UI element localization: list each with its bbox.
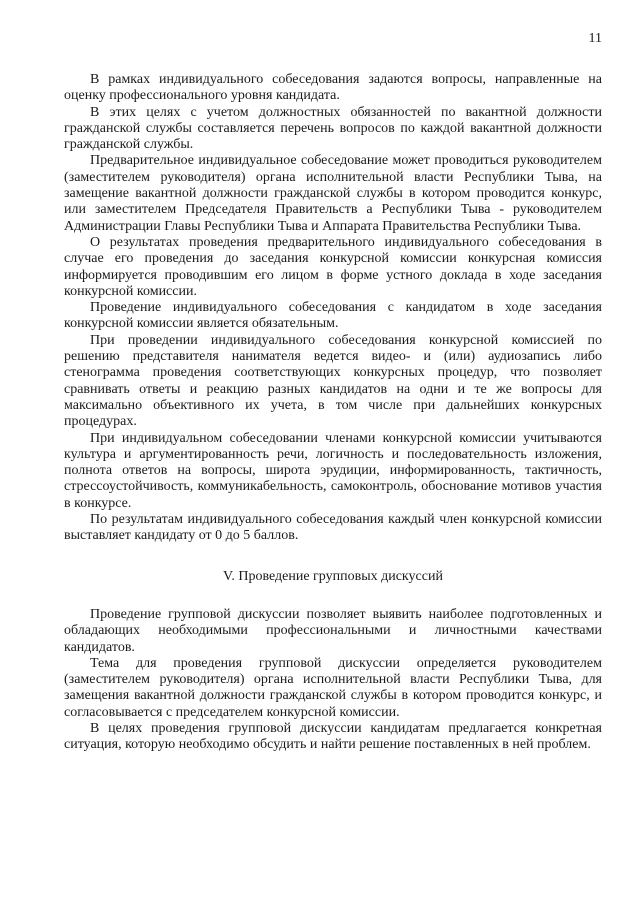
paragraph-9: Проведение групповой дискуссии позволяет выявить наиболее подготовленных и обладающих необходимыми профессиональными и личностными качествами кандидатов. (64, 606, 602, 655)
paragraph-11: В целях проведения групповой дискуссии кандидатам предлагается конкретная ситуация, которую необходимо обсудить и найти решение поставленных в ней проблем. (64, 720, 602, 753)
paragraph-5: Проведение индивидуального собеседования с кандидатом в ходе заседания конкурсной комиссии является обязательным. (64, 300, 602, 332)
paragraph-10: Тема для проведения групповой дискуссии определяется руководителем (заместителем руководителя) органа исполнительной власти Республики Тыва, для замещения вакантной должности гражданской службы в котором проводится конкурс, и согласовывается с председателем конкурсной комиссии. (64, 655, 602, 720)
page-number: 11 (588, 31, 602, 46)
section-heading: V. Проведение групповых дискуссий (223, 568, 443, 584)
paragraph-7: При индивидуальном собеседовании членами конкурсной комиссии учитываются культура и аргументированность речи, логичность и последовательность изложения, полнота ответов на вопросы, широта эрудиции, информированность, тактичность, стрессоустойчивость, коммуникабельность, самоконтроль, обоснование мотивов участия в конкурсе. (64, 430, 602, 511)
paragraph-3: Предварительное индивидуальное собеседование может проводиться руководителем (заместителем руководителя) органа исполнительной власти Республики Тыва, на замещение вакантной должности гражданской службы в котором проводится конкурс, или заместителем Председателя Правительств а Республики Тыва - руководителем Администрации Главы Республики Тыва и Аппарата Правительства Республики Тыва. (64, 153, 602, 234)
paragraph-1: В рамках индивидуального собеседования задаются вопросы, направленные на оценку профессионального уровня кандидата. (64, 72, 602, 104)
paragraph-4: О результатах проведения предварительного индивидуального собеседования в случае его проведения до заседания конкурсной комиссии конкурсная комиссия информируется проводившим его лицом в форме устного доклада в ходе заседания конкурсной комиссии. (64, 234, 602, 299)
paragraph-6: При проведении индивидуального собеседования конкурсной комиссией по решению представителя нанимателя ведется видео- и (или) аудиозапись либо стенограмма проведения соответствующих конкурсных процедур, что позволяет сравнивать ответы и реакцию разных кандидатов на одни и те же вопросы для максимально объективного их учета, в том числе при дальнейших конкурсных процедурах. (64, 332, 602, 430)
paragraph-8: По результатам индивидуального собеседования каждый член конкурсной комиссии выставляет кандидату от 0 до 5 баллов. (64, 512, 602, 544)
paragraph-2: В этих целях с учетом должностных обязанностей по вакантной должности гражданской службы составляется перечень вопросов по каждой вакантной должности гражданской службы. (64, 104, 602, 153)
